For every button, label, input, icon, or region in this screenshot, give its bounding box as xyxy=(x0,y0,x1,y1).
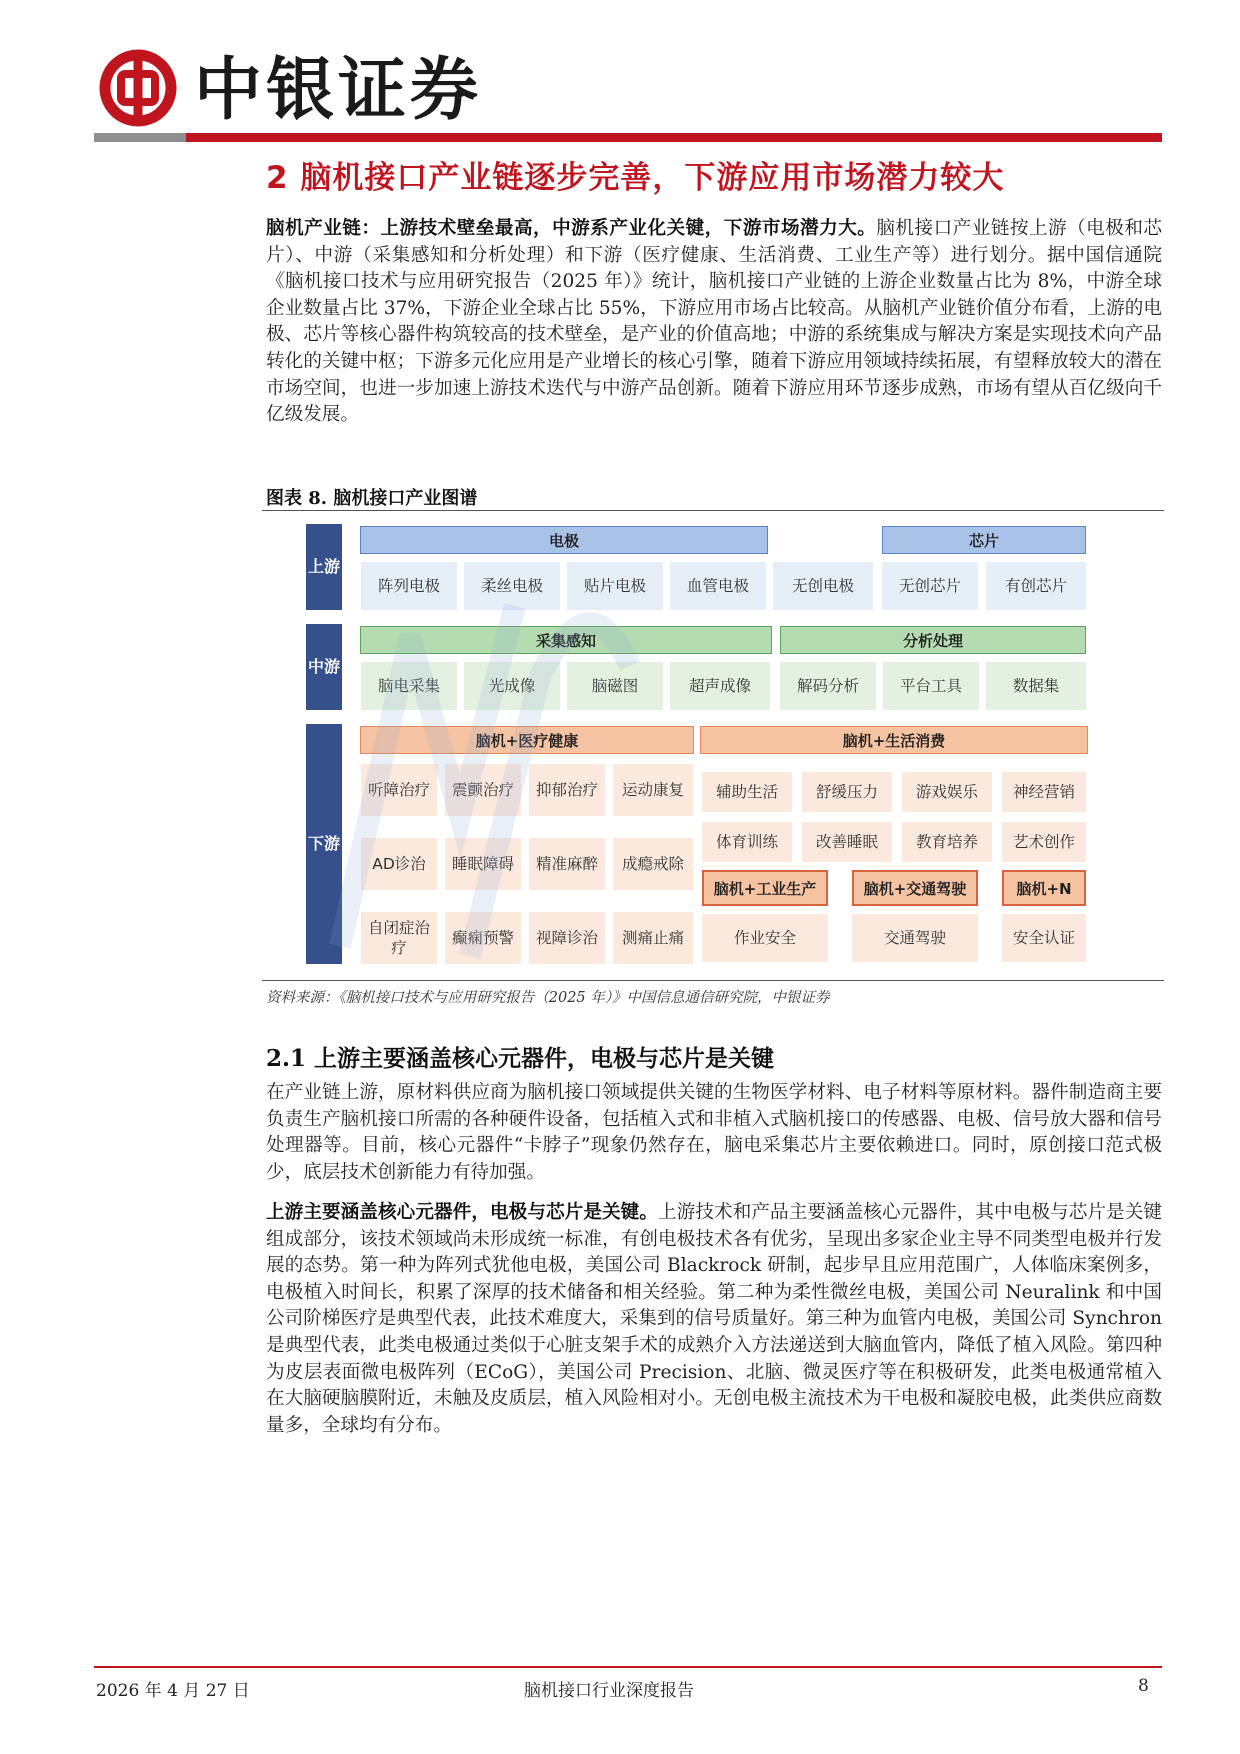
category-acquisition: 采集感知 xyxy=(360,626,772,654)
medical-item: 精准麻醉 xyxy=(529,838,605,890)
section-title: 2 脑机接口产业链逐步完善，下游应用市场潜力较大 xyxy=(266,160,1005,196)
medical-item: 测痛止痛 xyxy=(613,912,693,964)
category-n: 脑机+N xyxy=(1002,870,1086,906)
medical-item: 视障诊治 xyxy=(529,912,605,964)
life-item: 艺术创作 xyxy=(1002,822,1086,862)
upstream-item: 柔丝电极 xyxy=(464,562,560,610)
medical-item: 成瘾戒除 xyxy=(613,838,693,890)
medical-item: 睡眠障碍 xyxy=(445,838,521,890)
figure-top-rule xyxy=(262,510,1164,511)
medical-item: 自闭症治疗 xyxy=(361,912,437,964)
category-chip: 芯片 xyxy=(882,526,1086,554)
brand-name: 中银证券 xyxy=(194,50,483,130)
midstream-item: 光成像 xyxy=(464,662,560,710)
subsection-paragraph-2 xyxy=(266,1200,1162,1439)
category-electrode: 电极 xyxy=(360,526,768,554)
category-life: 脑机+生活消费 xyxy=(700,726,1088,754)
midstream-item: 平台工具 xyxy=(883,662,979,710)
midstream-item: 数据集 xyxy=(986,662,1086,710)
midstream-item: 脑电采集 xyxy=(361,662,457,710)
paragraph-2-lead: 上游主要涵盖核心元器件，电极与芯片是关键。 xyxy=(266,1202,659,1223)
downstream-label: 下游 xyxy=(306,724,342,964)
subsection-title: 2.1 上游主要涵盖核心元器件，电极与芯片是关键 xyxy=(266,1045,775,1072)
category-analysis: 分析处理 xyxy=(780,626,1086,654)
midstream-label: 中游 xyxy=(306,624,342,710)
upstream-item: 有创芯片 xyxy=(986,562,1086,610)
life-item: 舒缓压力 xyxy=(802,772,892,812)
category-medical: 脑机+医疗健康 xyxy=(360,726,694,754)
n-item: 安全认证 xyxy=(1002,914,1086,962)
header-rule-gray xyxy=(94,133,186,142)
figure-source: 资料来源：《脑机接口技术与应用研究报告（2025 年）》中国信息通信研究院，中银证券 xyxy=(266,990,830,1006)
upstream-item: 无创电极 xyxy=(773,562,873,610)
category-traffic: 脑机+交通驾驶 xyxy=(852,870,978,906)
life-item: 改善睡眠 xyxy=(802,822,892,862)
bank-of-china-logo-icon xyxy=(98,48,178,128)
footer-page-number: 8 xyxy=(1138,1676,1149,1696)
industry-item: 作业安全 xyxy=(702,914,828,962)
life-item: 神经营销 xyxy=(1002,772,1086,812)
medical-item: 运动康复 xyxy=(613,764,693,816)
upstream-item: 血管电极 xyxy=(670,562,766,610)
figure-title: 图表 8. 脑机接口产业图谱 xyxy=(266,488,478,509)
footer-doc-title: 脑机接口行业深度报告 xyxy=(524,1681,694,1701)
footer-date: 2026 年 4 月 27 日 xyxy=(96,1681,250,1701)
life-item: 体育训练 xyxy=(702,822,792,862)
figure-bottom-rule xyxy=(262,980,1164,981)
upstream-label: 上游 xyxy=(306,524,342,610)
midstream-item: 超声成像 xyxy=(670,662,770,710)
life-item: 辅助生活 xyxy=(702,772,792,812)
life-item: 游戏娱乐 xyxy=(902,772,992,812)
upstream-item: 阵列电极 xyxy=(361,562,457,610)
medical-item: 震颤治疗 xyxy=(445,764,521,816)
medical-item: 听障治疗 xyxy=(361,764,437,816)
midstream-item: 解码分析 xyxy=(780,662,876,710)
medical-item: AD诊治 xyxy=(361,838,437,890)
intro-body: 脑机接口产业链按上游（电极和芯片）、中游（采集感知和分析处理）和下游（医疗健康、生活消费、工业生产等）进行划分。据中国信通院《脑机接口技术与应用研究报告（2025 年）》统计，脑机接口产业链的上游企业数量占比为 8%，中游全球企业数量占比 37%，下游企业全球占比 55%，下游应用市场占比较高。从脑机产业链价值分布看，上游的电极、芯片等核心器件构筑较高的技术壁垒，是产业的价值高地；中游的系统集成与解决方案是实现技术向产品转化的关键中枢；下游多元化应用是产业增长的核心引擎，随着下游应用领域持续拓展，有望释放较大的潜在市场空间，也进一步加速上游技术迭代与中游产品创新。随着下游应用环节逐步成熟，市场有望从百亿级向千亿级发展。 xyxy=(266,218,1162,426)
footer-rule xyxy=(94,1666,1162,1668)
paragraph-2-body: 上游技术和产品主要涵盖核心元器件，其中电极与芯片是关键组成部分，该技术领域尚未形成统一标准，有创电极技术各有优劣，呈现出多家企业主导不同类型电极并行发展的态势。第一种为阵列式犹他电极，美国公司 Blackrock 研制，起步早且应用范围广，人体临床案例多，电极植入时间长，积累了深厚的技术储备和相关经验。第二种为柔性微丝电极，美国公司 Neuralink 和中国公司阶梯医疗是典型代表，此技术难度大，采集到的信号质量好。第三种为血管内电极，美国公司 Synchron 是典型代表，此类电极通过类似于心脏支架手术的成熟介入方法递送到大脑血管内，降低了植入风险。第四种为皮层表面微电极阵列（ECoG），美国公司 Precision、北脑、微灵医疗等在积极研发，此类电极通常植入在大脑硬脑膜附近，未触及皮质层，植入风险相对小。无创电极主流技术为干电极和凝胶电极，此类供应商数量多，全球均有分布。 xyxy=(266,1202,1162,1436)
life-item: 教育培养 xyxy=(902,822,992,862)
midstream-item: 脑磁图 xyxy=(567,662,663,710)
intro-lead: 脑机产业链：上游技术壁垒最高，中游系产业化关键，下游市场潜力大。 xyxy=(266,218,877,239)
upstream-item: 贴片电极 xyxy=(567,562,663,610)
subsection-paragraph-1: 在产业链上游，原材料供应商为脑机接口领域提供关键的生物医学材料、电子材料等原材料。器件制造商主要负责生产脑机接口所需的各种硬件设备，包括植入式和非植入式脑机接口的传感器、电极、信号放大器和信号处理器等。目前，核心元器件“卡脖子”现象仍然存在，脑电采集芯片主要依赖进口。同时，原创接口范式极少，底层技术创新能力有待加强。 xyxy=(266,1082,1162,1183)
header-rule-red xyxy=(186,133,1162,142)
intro-paragraph xyxy=(266,216,1162,429)
medical-item: 抑郁治疗 xyxy=(529,764,605,816)
traffic-item: 交通驾驶 xyxy=(852,914,978,962)
medical-item: 癫痫预警 xyxy=(445,912,521,964)
upstream-item: 无创芯片 xyxy=(882,562,978,610)
category-industry: 脑机+工业生产 xyxy=(702,870,828,906)
industry-map-diagram xyxy=(300,516,1132,972)
